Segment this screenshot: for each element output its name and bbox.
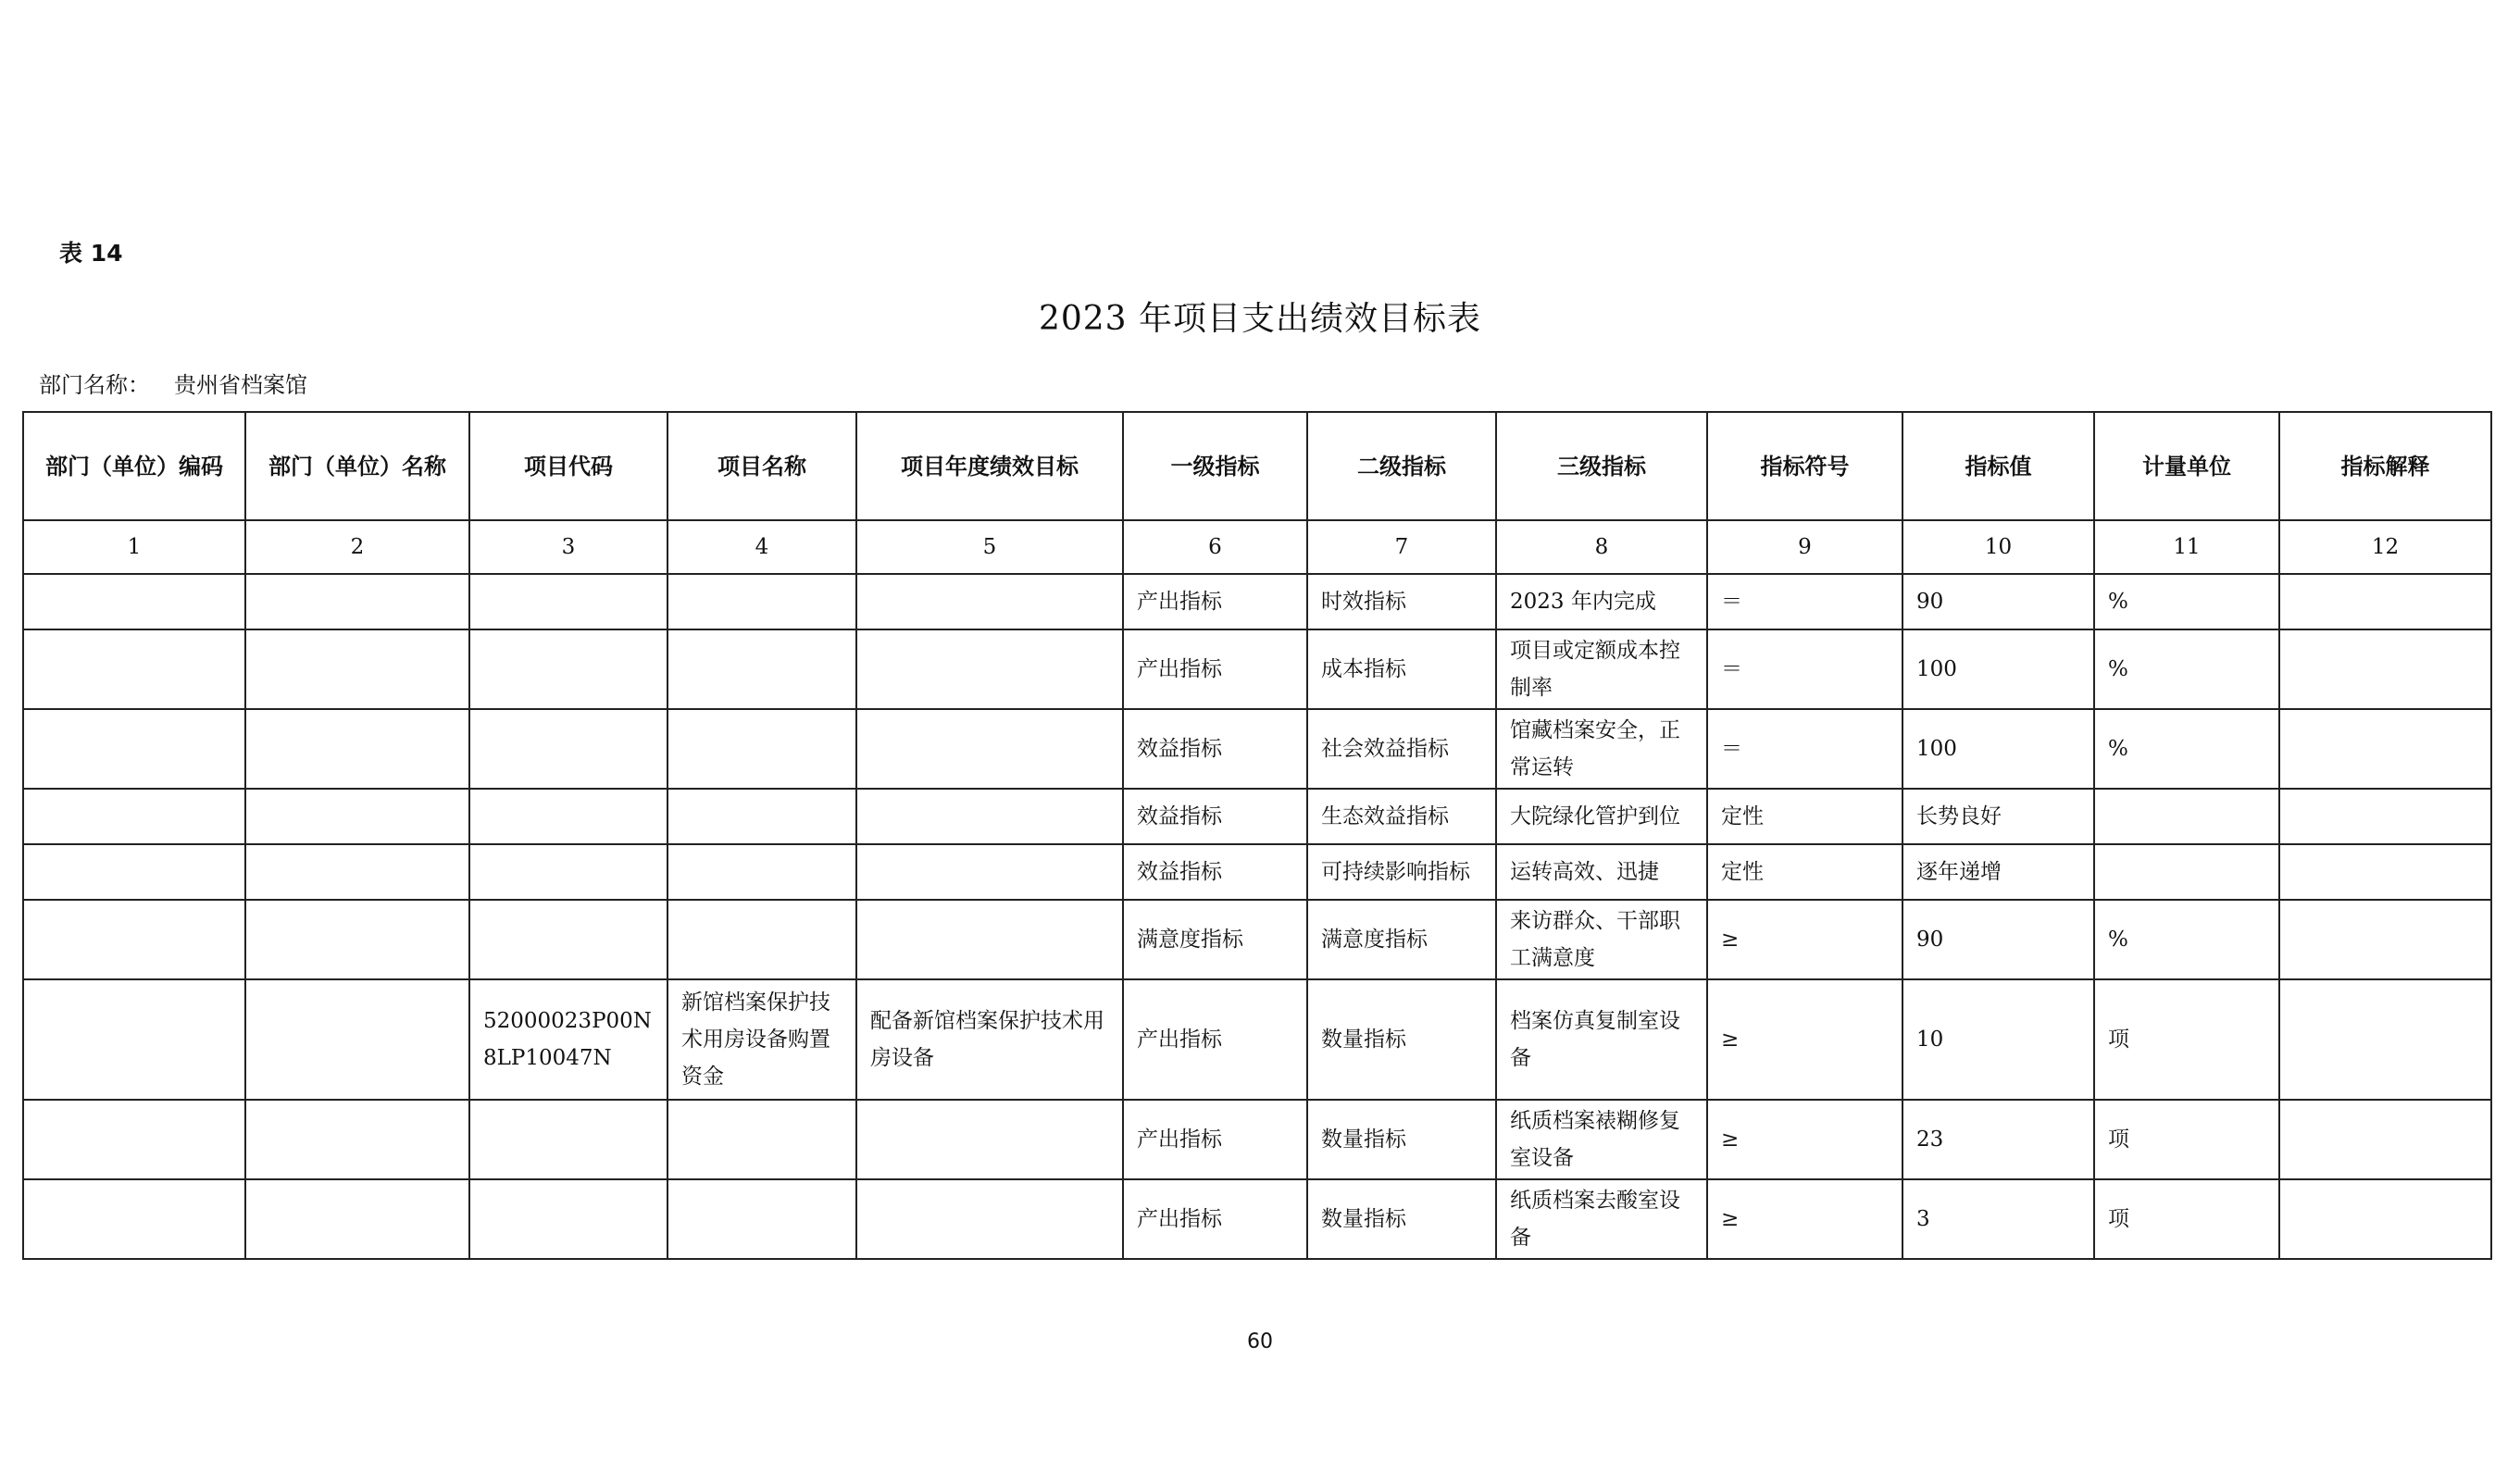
header-cell: 项目名称 [667,412,856,520]
table-row [23,844,2491,900]
table-cell: 长势良好 [1902,789,2094,844]
column-number: 5 [856,520,1123,574]
table-cell: 馆藏档案安全，正常运转 [1496,709,1707,789]
table-cell [856,1179,1123,1259]
table-cell: ≥ [1707,900,1902,979]
table-row [23,900,2491,979]
table-cell [667,574,856,629]
table-row [23,629,2491,709]
table-cell [2279,709,2491,789]
header-cell: 部门（单位）编码 [23,412,245,520]
header-cell: 指标符号 [1707,412,1902,520]
table-cell: 逐年递增 [1902,844,2094,900]
header-cell: 三级指标 [1496,412,1707,520]
table-cell [469,900,667,979]
table-cell [856,1100,1123,1179]
table-cell: 纸质档案去酸室设备 [1496,1179,1707,1259]
table-cell: 数量指标 [1307,979,1496,1100]
table-cell [856,789,1123,844]
table-cell: 满意度指标 [1307,900,1496,979]
table-cell [23,709,245,789]
table-cell: 产出指标 [1123,1179,1307,1259]
table-cell: 档案仿真复制室设备 [1496,979,1707,1100]
table-cell: ≥ [1707,1100,1902,1179]
table-cell: 产出指标 [1123,1100,1307,1179]
table-cell: 运转高效、迅捷 [1496,844,1707,900]
column-number: 9 [1707,520,1902,574]
table-cell: 社会效益指标 [1307,709,1496,789]
table-cell [667,1100,856,1179]
table-cell: 100 [1902,709,2094,789]
table-cell: 23 [1902,1100,2094,1179]
table-cell [2279,900,2491,979]
table-row [23,1100,2491,1179]
table-row [23,574,2491,629]
column-number: 11 [2094,520,2279,574]
table-cell: 项目或定额成本控制率 [1496,629,1707,709]
table-cell [23,900,245,979]
column-number: 4 [667,520,856,574]
column-number-row [23,520,2491,574]
column-number: 10 [1902,520,2094,574]
table-cell [856,900,1123,979]
header-cell: 二级指标 [1307,412,1496,520]
table-cell: 生态效益指标 [1307,789,1496,844]
table-cell: 来访群众、干部职工满意度 [1496,900,1707,979]
table-cell [245,1179,469,1259]
table-cell [667,629,856,709]
table-cell: % [2094,709,2279,789]
table-cell [245,629,469,709]
table-cell: % [2094,574,2279,629]
table-cell: ＝ [1707,574,1902,629]
table-cell: 项 [2094,979,2279,1100]
header-cell: 指标解释 [2279,412,2491,520]
table-cell: ≥ [1707,1179,1902,1259]
table-cell: 效益指标 [1123,709,1307,789]
table-cell: 项 [2094,1100,2279,1179]
column-number: 8 [1496,520,1707,574]
table-cell: 90 [1902,574,2094,629]
table-cell: 配备新馆档案保护技术用房设备 [856,979,1123,1100]
table-cell [245,574,469,629]
table-cell [2279,979,2491,1100]
table-cell: 90 [1902,900,2094,979]
table-cell: 可持续影响指标 [1307,844,1496,900]
table-cell [469,574,667,629]
table-cell: 52000023P00N8LP10047N [469,979,667,1100]
column-number: 12 [2279,520,2491,574]
table-cell: 定性 [1707,844,1902,900]
table-cell [469,629,667,709]
table-cell [667,1179,856,1259]
table-cell: ＝ [1707,709,1902,789]
header-row [23,412,2491,520]
header-cell: 指标值 [1902,412,2094,520]
table-cell: % [2094,900,2279,979]
table-cell [245,979,469,1100]
table-label: 表 14 [59,240,123,267]
column-number: 3 [469,520,667,574]
table-cell: % [2094,629,2279,709]
table-cell: 产出指标 [1123,629,1307,709]
table-cell [23,574,245,629]
table-cell [245,709,469,789]
page-number: 60 [1247,1330,1273,1353]
table-cell [2279,789,2491,844]
table-cell [469,709,667,789]
table-cell [245,789,469,844]
table-cell: 项 [2094,1179,2279,1259]
table-cell: 新馆档案保护技术用房设备购置资金 [667,979,856,1100]
header-cell: 一级指标 [1123,412,1307,520]
table-cell [23,844,245,900]
department-line [39,367,331,399]
table-cell [469,789,667,844]
table-cell [2279,574,2491,629]
table-cell [23,789,245,844]
page-title: 2023 年项目支出绩效目标表 [1038,300,1482,338]
table-cell [667,709,856,789]
table-cell [856,844,1123,900]
department-value: 贵州省档案馆 [174,372,307,398]
table-cell [667,900,856,979]
table-cell: 数量指标 [1307,1179,1496,1259]
column-number: 2 [245,520,469,574]
header-cell: 计量单位 [2094,412,2279,520]
table-cell: ＝ [1707,629,1902,709]
table-cell [245,900,469,979]
table-cell: 数量指标 [1307,1100,1496,1179]
table-row [23,709,2491,789]
column-number: 6 [1123,520,1307,574]
header-cell: 部门（单位）名称 [245,412,469,520]
table-cell: 大院绿化管护到位 [1496,789,1707,844]
table-cell [245,1100,469,1179]
table-cell: 满意度指标 [1123,900,1307,979]
table-cell: 成本指标 [1307,629,1496,709]
table-cell [856,709,1123,789]
table-cell [2279,1100,2491,1179]
table-cell: 纸质档案裱糊修复室设备 [1496,1100,1707,1179]
table-cell [2279,629,2491,709]
table-cell [23,979,245,1100]
table-row [23,1179,2491,1259]
table-cell [469,1179,667,1259]
table-cell [2279,1179,2491,1259]
table-cell [667,844,856,900]
table-cell [469,1100,667,1179]
table-cell: 产出指标 [1123,574,1307,629]
table-cell [667,789,856,844]
table-cell: 效益指标 [1123,789,1307,844]
department-label: 部门名称： [39,372,150,398]
table-cell [856,574,1123,629]
column-number: 7 [1307,520,1496,574]
table-cell [2094,789,2279,844]
table-cell: 3 [1902,1179,2094,1259]
column-number: 1 [23,520,245,574]
table-cell: 定性 [1707,789,1902,844]
table-row [23,979,2491,1100]
table-cell: 100 [1902,629,2094,709]
table-cell [23,1179,245,1259]
header-cell: 项目代码 [469,412,667,520]
table-cell [245,844,469,900]
table-cell [23,1100,245,1179]
performance-target-table [22,411,2492,1260]
table-cell: 10 [1902,979,2094,1100]
table-cell [2094,844,2279,900]
table-cell [469,844,667,900]
table-row [23,789,2491,844]
table-cell: 产出指标 [1123,979,1307,1100]
table-cell: 时效指标 [1307,574,1496,629]
table-cell: 2023 年内完成 [1496,574,1707,629]
table-cell [856,629,1123,709]
table-cell [2279,844,2491,900]
table-cell [23,629,245,709]
table-cell: 效益指标 [1123,844,1307,900]
header-cell: 项目年度绩效目标 [856,412,1123,520]
table-cell: ≥ [1707,979,1902,1100]
